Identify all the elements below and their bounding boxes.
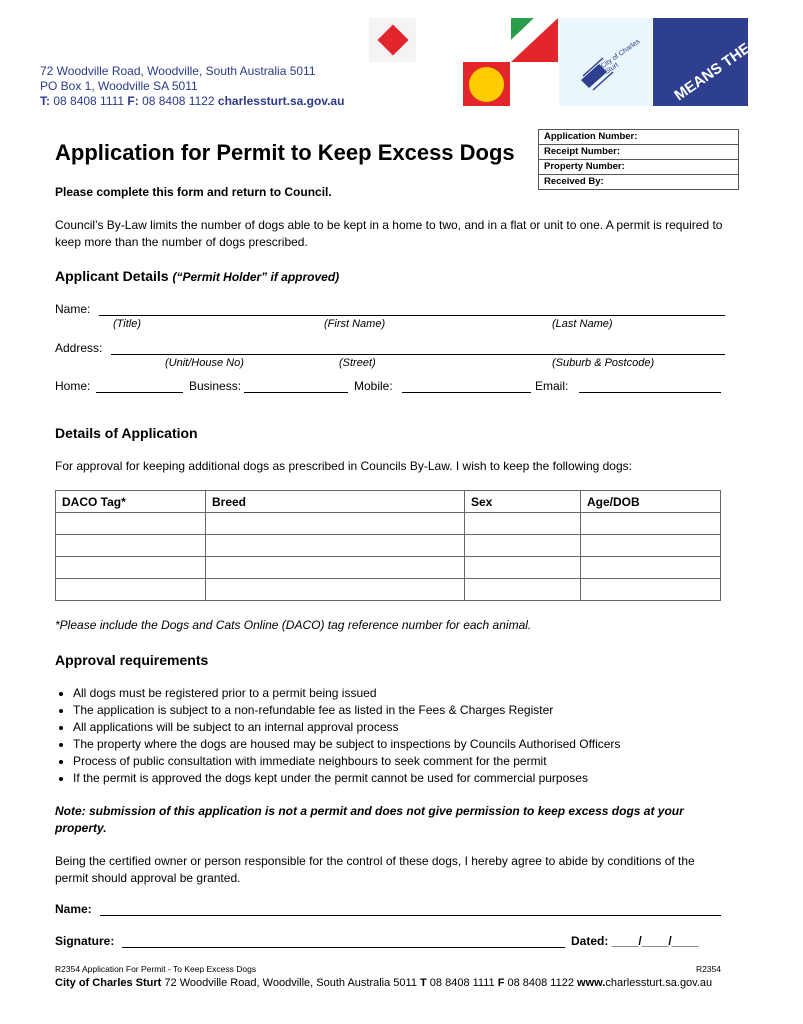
diamond-icon [377, 24, 408, 55]
last-name-sublabel: (Last Name) [552, 318, 613, 330]
email-field[interactable] [579, 380, 721, 393]
property-number-label: Property Number: [539, 160, 738, 175]
address-line-2: PO Box 1, Woodville SA 5011 [40, 79, 198, 93]
declaration-text: Being the certified owner or person responsible for the control of these dogs, I hereby agree to abide by conditions of the permit should approval be granted. [55, 854, 695, 885]
instruction-text: Please complete this form and return to Council. [55, 185, 332, 199]
name-field[interactable] [99, 303, 725, 316]
list-item: • If the permit is approved the dogs kept under the permit cannot be used for commercial purposes [73, 770, 743, 787]
list-item: • Process of public consultation with immediate neighbours to seek comment for the permit [73, 753, 743, 770]
footer-address: 72 Woodville Road, Woodville, South Australia 5011 [161, 977, 421, 989]
suburb-sublabel: (Suburb & Postcode) [552, 357, 655, 369]
daco-tag-cell[interactable] [56, 513, 206, 535]
council-name-text: City of Charles Sturt [599, 38, 642, 76]
first-name-sublabel: (First Name) [324, 318, 386, 330]
street-sublabel: (Street) [339, 357, 376, 369]
table-row [56, 579, 721, 601]
receipt-number-label: Receipt Number: [539, 145, 738, 160]
signature-row [55, 934, 725, 952]
list-item: • The application is subject to a non-refundable fee as listed in the Fees & Charges Register [73, 702, 743, 719]
list-item: • All dogs must be registered prior to a permit being issued [73, 685, 743, 702]
means-the-world-logo [653, 4, 803, 106]
unit-sublabel: (Unit/House No) [165, 357, 244, 369]
phone-number: 08 8408 1111 [50, 94, 128, 108]
title-sublabel: (Title) [113, 318, 142, 330]
name-row [55, 302, 725, 320]
contact-line [40, 94, 344, 109]
age-dob-cell[interactable] [581, 513, 721, 535]
received-by-label: Received By: [544, 176, 604, 187]
approval-list [55, 685, 743, 787]
signature-label: Signature: [55, 934, 115, 948]
footer-f-label: F [497, 977, 505, 989]
declaration-name-row [55, 902, 725, 920]
approval-note: Note: submission of this application is not a permit and does not give permission to keep excess dogs at your property. [55, 804, 684, 835]
approval-heading: Approval requirements [55, 652, 209, 668]
bylaw-text: Council’s By-Law limits the number of dogs able to be kept in a home to two, and in a flat or unit to one. A permit is required to keep more than the number of dogs prescribed. [55, 218, 723, 249]
applicant-details-heading [55, 268, 339, 284]
email-label: Email: [535, 379, 569, 393]
address-field[interactable] [111, 342, 725, 355]
circle-icon [469, 67, 504, 102]
sex-cell[interactable] [465, 513, 581, 535]
declaration-name-field[interactable] [100, 903, 721, 916]
breed-cell[interactable] [206, 557, 465, 579]
office-use-box [538, 129, 739, 190]
footer-contact [55, 977, 735, 989]
column-breed: Breed [206, 491, 465, 513]
footer-org: City of Charles Sturt [55, 977, 162, 989]
contact-row [55, 379, 725, 397]
table-row [56, 513, 721, 535]
council-address [40, 64, 344, 109]
phone-label: T: [40, 94, 50, 108]
logo-tile-triangles [511, 18, 558, 62]
fax-label: F: [127, 94, 139, 108]
breed-cell[interactable] [206, 535, 465, 557]
form-reference-footer [55, 964, 721, 974]
home-phone-label: Home: [55, 379, 91, 393]
address-line-1: 72 Woodville Road, Woodville, South Australia 5011 [40, 64, 316, 78]
logo-tile-red-diamond [369, 18, 416, 62]
footer-t-label: T [420, 977, 427, 989]
sex-cell[interactable] [465, 557, 581, 579]
mobile-field[interactable] [402, 380, 531, 393]
daco-tag-cell[interactable] [56, 535, 206, 557]
applicant-heading-note: (“Permit Holder” if approved) [172, 270, 340, 284]
website-link[interactable]: charlessturt.sa.gov.au [217, 94, 345, 108]
application-number-label: Application Number: [539, 130, 738, 145]
signature-field[interactable] [122, 935, 565, 948]
business-phone-field[interactable] [244, 380, 348, 393]
table-header-row [56, 491, 721, 513]
column-age-dob: Age/DOB [581, 491, 721, 513]
home-phone-field[interactable] [96, 380, 183, 393]
footer-website[interactable]: charlessturt.sa.gov.au [605, 977, 713, 989]
table-row [56, 557, 721, 579]
daco-footnote: *Please include the Dogs and Cats Online (DACO) tag reference number for each animal. [55, 618, 532, 632]
age-dob-cell[interactable] [581, 557, 721, 579]
age-dob-cell[interactable] [581, 579, 721, 601]
details-heading: Details of Application [55, 425, 198, 441]
list-item: • The property where the dogs are housed may be subject to inspections by Councils Authorised Officers [73, 736, 743, 753]
business-phone-label: Business: [189, 379, 242, 393]
footer-phone: 08 8408 1111 [426, 977, 498, 989]
sex-cell[interactable] [465, 535, 581, 557]
column-daco-tag: DACO Tag* [56, 491, 206, 513]
tagline-text: MEANS THE WORLD [671, 4, 803, 105]
breed-cell[interactable] [206, 513, 465, 535]
declaration-name-label: Name: [55, 902, 92, 916]
logo-tile-yellow-circle [463, 62, 510, 106]
address-label: Address: [55, 341, 103, 355]
triangle-pattern-icon [511, 18, 558, 62]
column-sex: Sex [465, 491, 581, 513]
footer-www-label: www. [577, 977, 606, 989]
page-title: Application for Permit to Keep Excess Dogs [55, 140, 515, 165]
daco-tag-cell[interactable] [56, 557, 206, 579]
mobile-label: Mobile: [354, 379, 393, 393]
breed-cell[interactable] [206, 579, 465, 601]
age-dob-cell[interactable] [581, 535, 721, 557]
list-item: • All applications will be subject to an internal approval process [73, 719, 743, 736]
sex-cell[interactable] [465, 579, 581, 601]
fax-number: 08 8408 1122 [138, 94, 218, 108]
applicant-heading-text: Applicant Details [55, 268, 169, 284]
council-logo [559, 18, 652, 106]
form-code: R2354 [695, 964, 721, 974]
footer-fax: 08 8408 1122 [504, 977, 578, 989]
dated-field[interactable]: Dated: ____/____/____ [571, 934, 699, 948]
daco-tag-cell[interactable] [56, 579, 206, 601]
details-text: For approval for keeping additional dogs as prescribed in Councils By-Law. I wish to keep the following dogs: [55, 459, 632, 473]
table-row [56, 535, 721, 557]
form-reference: R2354 Application For Permit - To Keep Excess Dogs [55, 964, 257, 974]
dogs-table [55, 490, 721, 601]
name-label: Name: [55, 302, 91, 316]
